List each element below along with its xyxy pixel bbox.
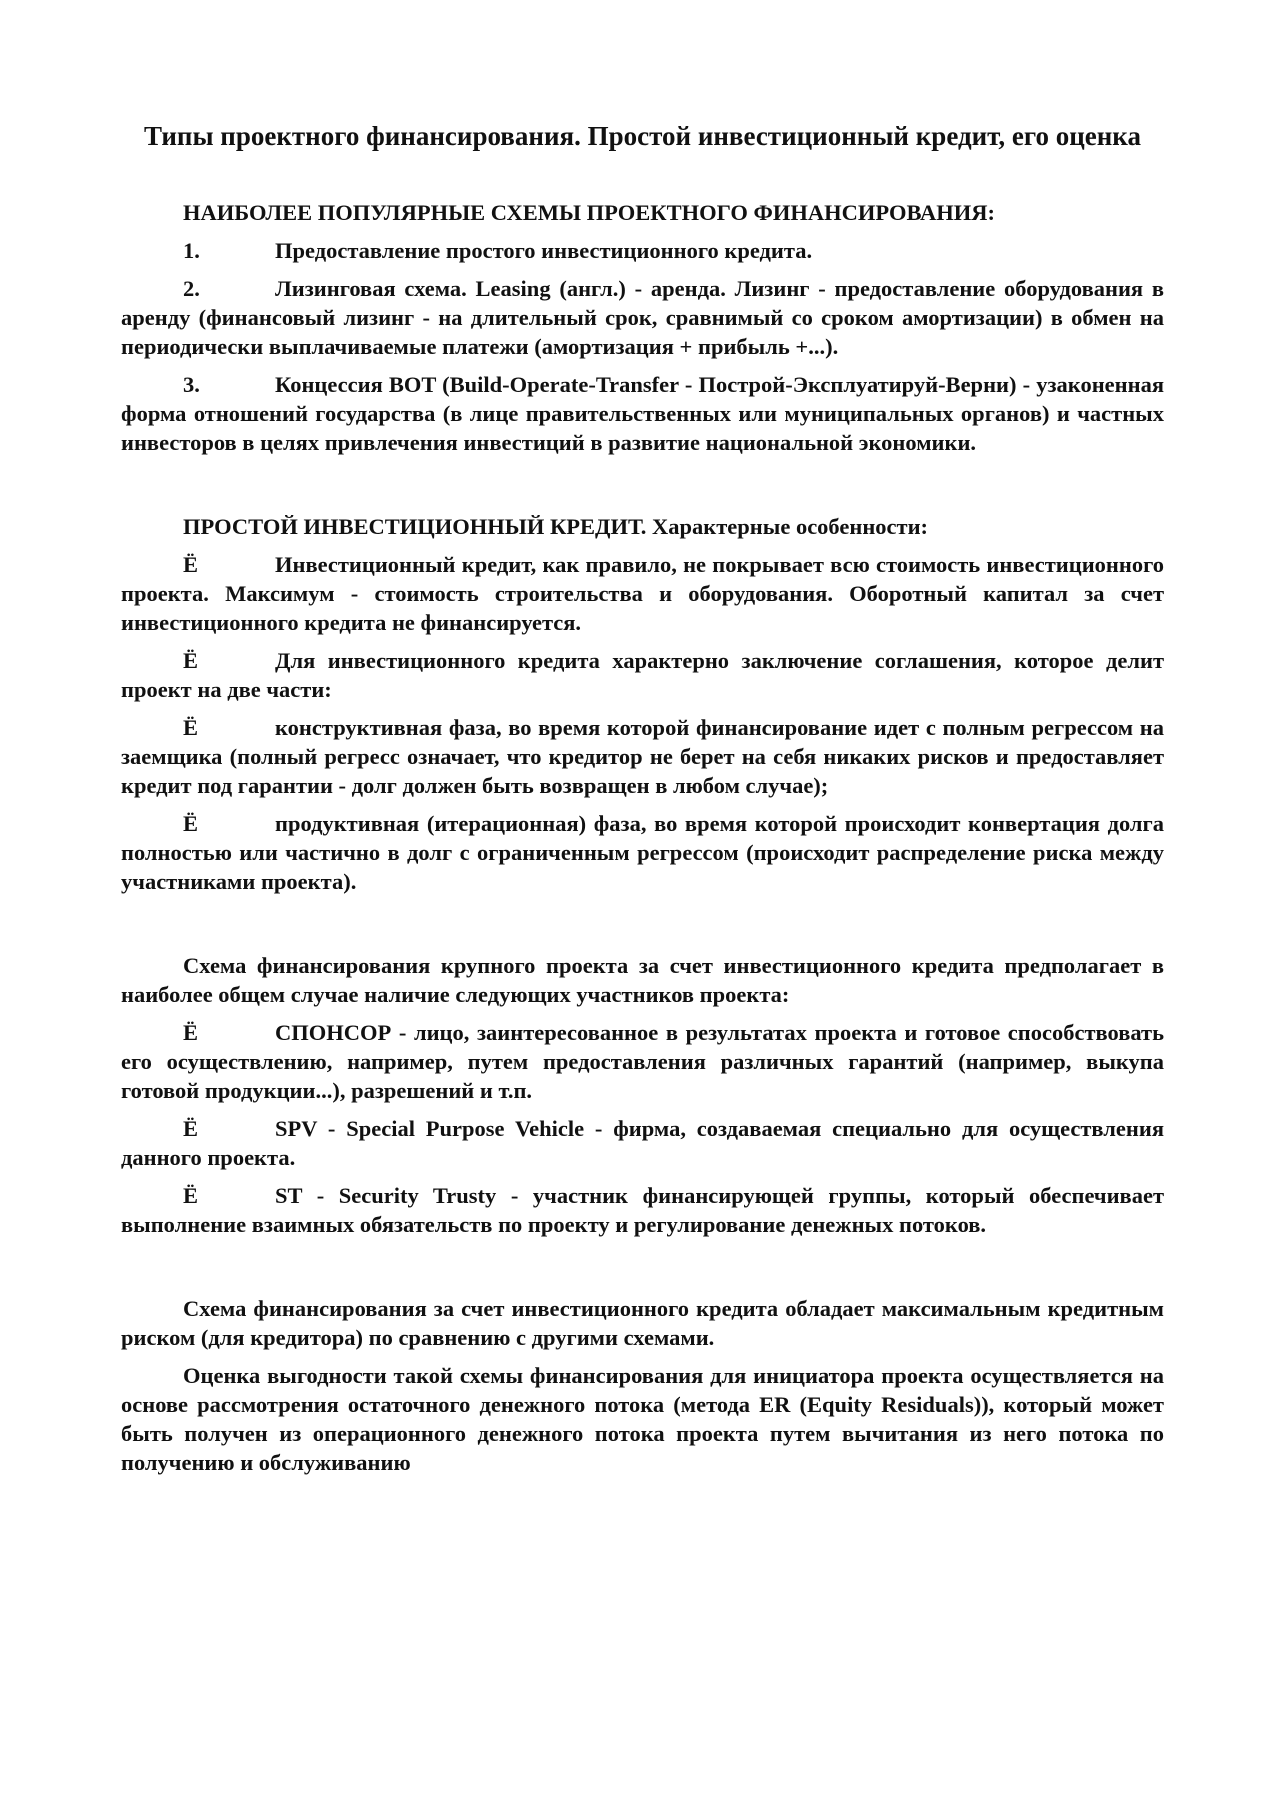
list-item-text: Предоставление простого инвестиционного кредита. — [275, 238, 813, 263]
list-marker: Ё — [183, 1183, 199, 1208]
list-item — [121, 550, 1164, 637]
list-item-text: ST - Security Trusty - участник финансирующей группы, который обеспечивает выполнение взаимных обязательств по проекту и регулирование денежных потоков. — [121, 1183, 1164, 1237]
document-title: Типы проектного финансирования. Простой инвестиционный кредит, его оценка — [144, 121, 1141, 151]
list-item-text: Лизинговая схема. Leasing (англ.) - аренда. Лизинг - предоставление оборудования в аренду (финансовый лизинг - на длительный срок, сравнимый со сроком амортизации) в обмен на периодически выплачиваемые платежи (амортизация + прибыль +...). — [121, 276, 1164, 359]
list-item — [121, 1114, 1164, 1172]
list-marker: 1. — [183, 238, 200, 263]
list-marker: Ё — [183, 715, 199, 740]
paragraph-participants-intro: Схема финансирования крупного проекта за счет инвестиционного кредита предполагает в наиболее общем случае наличие следующих участников проекта: — [121, 953, 1164, 1007]
list-marker: Ё — [183, 811, 199, 836]
list-item — [121, 1181, 1164, 1239]
list-item — [121, 713, 1164, 800]
list-item — [121, 274, 1164, 361]
list-item-text: Для инвестиционного кредита характерно заключение соглашения, которое делит проект на две части: — [121, 648, 1164, 702]
list-item — [121, 236, 1164, 265]
list-item — [121, 1018, 1164, 1105]
section-heading-simple-credit: ПРОСТОЙ ИНВЕСТИЦИОННЫЙ КРЕДИТ. Характерные особенности: — [183, 514, 929, 539]
document-content — [121, 120, 1164, 1486]
list-item-text: Инвестиционный кредит, как правило, не покрывает всю стоимость инвестиционного проекта. Максимум - стоимость строительства и оборудования. Оборотный капитал за счет инвестиционного кредита не финансируется. — [121, 552, 1164, 635]
list-marker: Ё — [183, 648, 199, 673]
list-item — [121, 646, 1164, 704]
list-item — [121, 370, 1164, 457]
list-marker: 2. — [183, 276, 200, 301]
list-item-text: SPV - Special Purpose Vehicle - фирма, создаваемая специально для осуществления данного проекта. — [121, 1116, 1164, 1170]
list-marker: Ё — [183, 1116, 199, 1141]
list-marker: Ё — [183, 552, 199, 577]
list-item — [121, 809, 1164, 896]
list-marker: Ё — [183, 1020, 199, 1045]
paragraph-credit-risk: Схема финансирования за счет инвестиционного кредита обладает максимальным кредитным риском (для кредитора) по сравнению с другими схемами. — [121, 1296, 1164, 1350]
list-item-text: конструктивная фаза, во время которой финансирование идет с полным регрессом на заемщика (полный регресс означает, что кредитор не берет на себя никаких рисков и предоставляет кредит под гарантии - долг должен быть возвращен в любом случае); — [121, 715, 1164, 798]
list-item-text: СПОНСОР - лицо, заинтересованное в результатах проекта и готовое способствовать его осуществлению, например, путем предоставления различных гарантий (например, выкупа готовой продукции...), разрешений и т.п. — [121, 1020, 1164, 1103]
list-marker: 3. — [183, 372, 200, 397]
paragraph-evaluation: Оценка выгодности такой схемы финансирования для инициатора проекта осуществляется на основе рассмотрения остаточного денежного потока (метода ER (Equity Residuals)), который может быть получен из операционного денежного потока проекта путем вычитания из него потока по получению и обслуживанию — [121, 1363, 1164, 1475]
list-item-text: Концессия BOT (Build-Operate-Transfer - Построй-Эксплуатируй-Верни) - узаконенная форма отношений государства (в лице правительственных или муниципальных органов) и частных инвесторов в целях привлечения инвестиций в развитие национальной экономики. — [121, 372, 1164, 455]
section-heading-schemes: НАИБОЛЕЕ ПОПУЛЯРНЫЕ СХЕМЫ ПРОЕКТНОГО ФИНАНСИРОВАНИЯ: — [183, 200, 996, 225]
list-item-text: продуктивная (итерационная) фаза, во время которой происходит конвертация долга полностью или частично в долг с ограниченным регрессом (происходит распределение риска между участниками проекта). — [121, 811, 1164, 894]
